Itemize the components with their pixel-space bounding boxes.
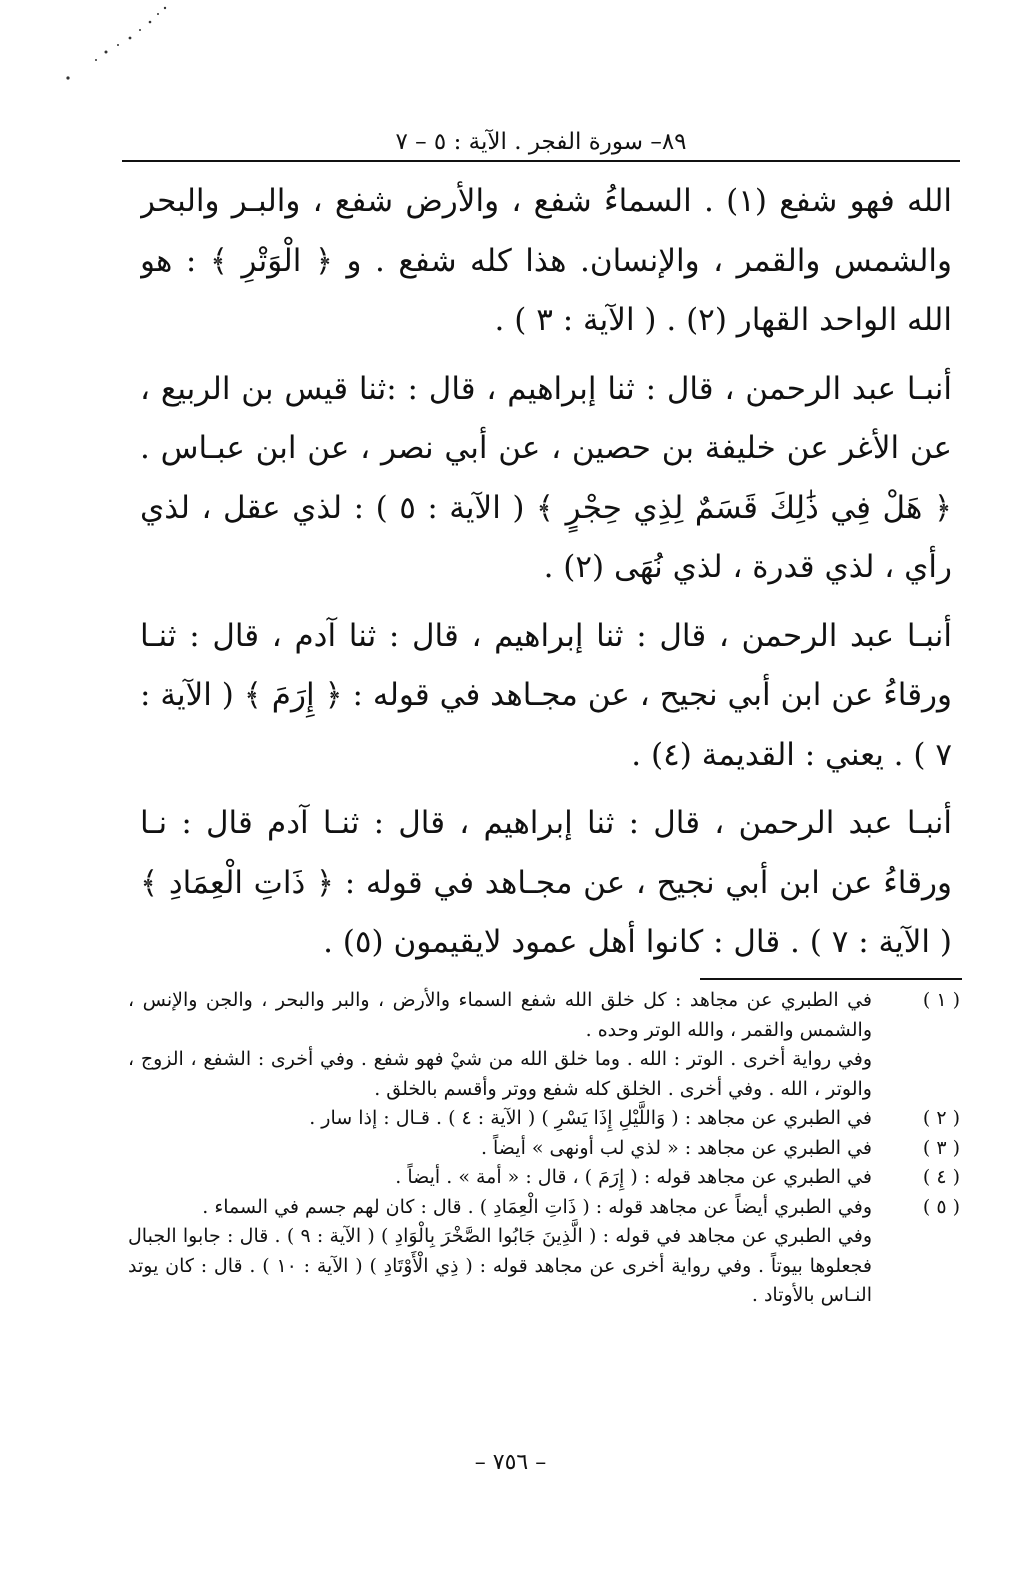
page-number: – ٧٥٦ – (474, 1450, 547, 1475)
footnote-text: في الطبري عن مجاهد : ( وَاللَّيْلِ إِذَا يَسْرِ ) ( الآية : ٤ ) . قـال : إذا سار . (309, 1107, 872, 1129)
scan-specks-decoration (40, 0, 190, 110)
footnote-text: في الطبري عن مجاهد : كل خلق الله شفع السماء والأرض ، والبر والبحر ، والجن والإنس ، والشمس والقمر ، والله الوتر وحده . (128, 989, 872, 1041)
footnote-5 (128, 1193, 960, 1223)
paragraph-2: أنبـا عبد الرحمن ، قال : ثنا إبراهيم ، قال : :ثنا قيس بن الربيع ، عن الأغر عن خليفة بن حصين ، عن أبي نصر ، عن ابن عبـاس . ﴿ هَلْ فِي ذَٰلِكَ قَسَمٌ لِذِي حِجْرٍ ﴾ ( الآية : ٥ ) : لذي عقل ، لذي رأي ، لذي قدرة ، لذي نُهَى (٢) . (140, 370, 952, 585)
footnote-separator (700, 978, 962, 980)
main-text (140, 172, 952, 962)
footnote-number: ( ٥ ) (922, 1195, 960, 1218)
footnote-2 (128, 1104, 960, 1134)
footnote-1 (128, 986, 960, 1045)
footnote-number: ( ١ ) (922, 989, 960, 1011)
footnote-text: في الطبري عن مجاهد : « لذي لب أونهى » أيضاً . (480, 1136, 872, 1159)
footnote-text: في الطبري عن مجاهد قوله : ( إِرَمَ ) ، قال : « أمة » . أيضاً . (395, 1166, 872, 1188)
footnotes (128, 986, 960, 1426)
paragraph-1: الله فهو شفع (١) . السماءُ شفع ، والأرض شفع ، والبـر والبحر والشمس والقمر ، والإنسان. هذا كله شفع . و ﴿ الْوَتْرِ ﴾ : هو الله الواحد القهار (٢) . ( الآية : ٣ ) . (140, 183, 952, 338)
footnote-1-continuation: وفي رواية أخرى . الوتر : الله . وما خلق الله من شيْ فهو شفع . وفي أخرى : الشفع ، الزوج ، والوتر ، الله . وفي أخرى . الخلق كله شفع ووتر وأقسم بالخلق . (128, 1048, 872, 1100)
footnote-text: وفي الطبري أيضاً عن مجاهد قوله : ( ذَاتِ الْعِمَادِ ) . قال : كان لهم جسم في السماء . (202, 1195, 872, 1218)
header-rule (122, 160, 960, 162)
footnote-3 (128, 1134, 960, 1164)
footnote-number: ( ٣ ) (922, 1136, 960, 1159)
footnote-5-continuation: وفي الطبري عن مجاهد في قوله : ( الَّذِينَ جَابُوا الصَّخْرَ بِالْوَادِ ) ( الآية : ٩ ) . قال : جابوا الجبال فجعلوها بيوتاً . وفي رواية أخرى عن مجاهد قوله : ( ذِي الْأَوْتَادِ ) ( الآية : ١٠ ) . قال : كان يوتد النـاس بالأوتاد . (128, 1225, 873, 1306)
footnote-number: ( ٢ ) (922, 1107, 960, 1129)
paragraph-3: أنبـا عبد الرحمن ، قال : ثنا إبراهيم ، قال : ثنا آدم ، قال : ثنـا ورقاءُ عن ابن أبي نجيح ، عن مجـاهد في قوله : ﴿ إِرَمَ ﴾ ( الآية : ٧ ) . يعني : القديمة (٤) . (140, 617, 952, 773)
running-header: ٨٩– سورة الفجر . الآية : ٥ – ٧ (395, 129, 687, 155)
paragraph-4: أنبـا عبد الرحمن ، قال : ثنا إبراهيم ، قال : ثنـا آدم قال : نـا ورقاءُ عن ابن أبي نجيح ، عن مجـاهد في قوله : ﴿ ذَاتِ الْعِمَادِ ﴾ ( الآية : ٧ ) . قال : كانوا أهل عمود لايقيمون (٥) . (140, 805, 952, 960)
footnote-number: ( ٤ ) (922, 1166, 960, 1188)
footnote-4 (128, 1163, 960, 1193)
